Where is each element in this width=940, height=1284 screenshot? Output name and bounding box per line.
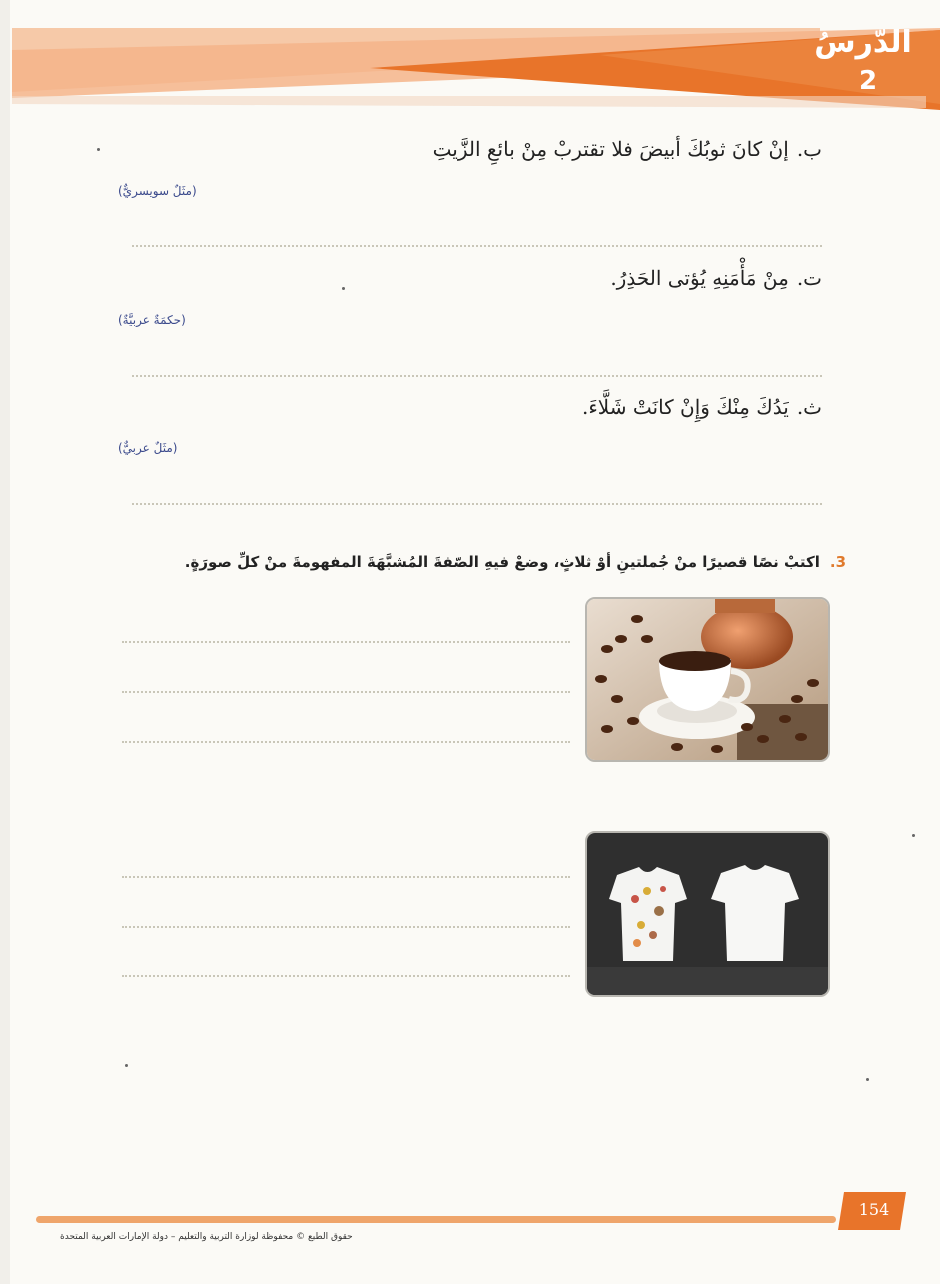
lesson-number: 2: [858, 66, 878, 96]
answer-line[interactable]: [122, 641, 570, 643]
banner-graphic: [0, 0, 940, 120]
answer-line[interactable]: [122, 876, 570, 878]
item-letter: ت.: [796, 266, 822, 290]
coffee-cup-photo: [585, 597, 830, 762]
answer-line[interactable]: [122, 741, 570, 743]
page-speck: [125, 1064, 128, 1067]
item-source: (مثَلٌ عربيٌّ): [118, 441, 178, 455]
item-letter: ب.: [796, 137, 822, 161]
question-text: اكتبْ نصًا قصيرًا منْ جُملتينِ أوْ ثلاثٍ، وضعْ فيهِ الصّفةَ المُشبَّهَةَ المفهومةَ منْ كلِّ صورَةٍ.: [184, 553, 820, 571]
question-number: 3.: [829, 553, 846, 571]
answer-line[interactable]: [132, 503, 822, 505]
exercise-item-b: [433, 137, 822, 161]
item-text: إنْ كانَ ثوبُكَ أبيضَ فلا تقتربْ مِنْ بائعِ الزَّيتِ: [432, 137, 789, 161]
answer-line[interactable]: [122, 926, 570, 928]
answer-line[interactable]: [122, 691, 570, 693]
tshirts-illustration: [587, 833, 828, 995]
lesson-label: الدّرسُ: [814, 25, 912, 60]
answer-line[interactable]: [132, 375, 822, 377]
tshirts-photo: [585, 831, 830, 997]
exercise-item-th: [582, 395, 822, 419]
question-3: [185, 553, 846, 571]
lesson-header-banner: [0, 0, 940, 120]
page-edge: [0, 0, 10, 1284]
page-number: 154: [858, 1200, 890, 1219]
item-source: (مثَلٌ سويسريٌّ): [118, 184, 197, 198]
page-speck: [97, 148, 100, 151]
copyright-notice: حقوق الطبع © محفوظة لوزارة التربية والتعليم – دولة الإمارات العربية المتحدة: [60, 1232, 353, 1242]
item-text: مِنْ مَأْمَنِهِ يُؤتى الحَذِرُ.: [610, 266, 789, 290]
answer-line[interactable]: [132, 245, 822, 247]
item-letter: ث.: [796, 395, 822, 419]
item-text: يَدُكَ مِنْكَ وَإِنْ كانَتْ شَلَّاءَ.: [582, 395, 789, 419]
footer-bar: [36, 1216, 836, 1223]
page-speck: [912, 834, 915, 837]
page-speck: [342, 287, 345, 290]
answer-line[interactable]: [122, 975, 570, 977]
exercise-item-t: [610, 266, 822, 290]
page-speck: [866, 1078, 869, 1081]
item-source: (حكمَةٌ عربيَّةٌ): [118, 313, 186, 327]
coffee-illustration: [587, 599, 828, 760]
